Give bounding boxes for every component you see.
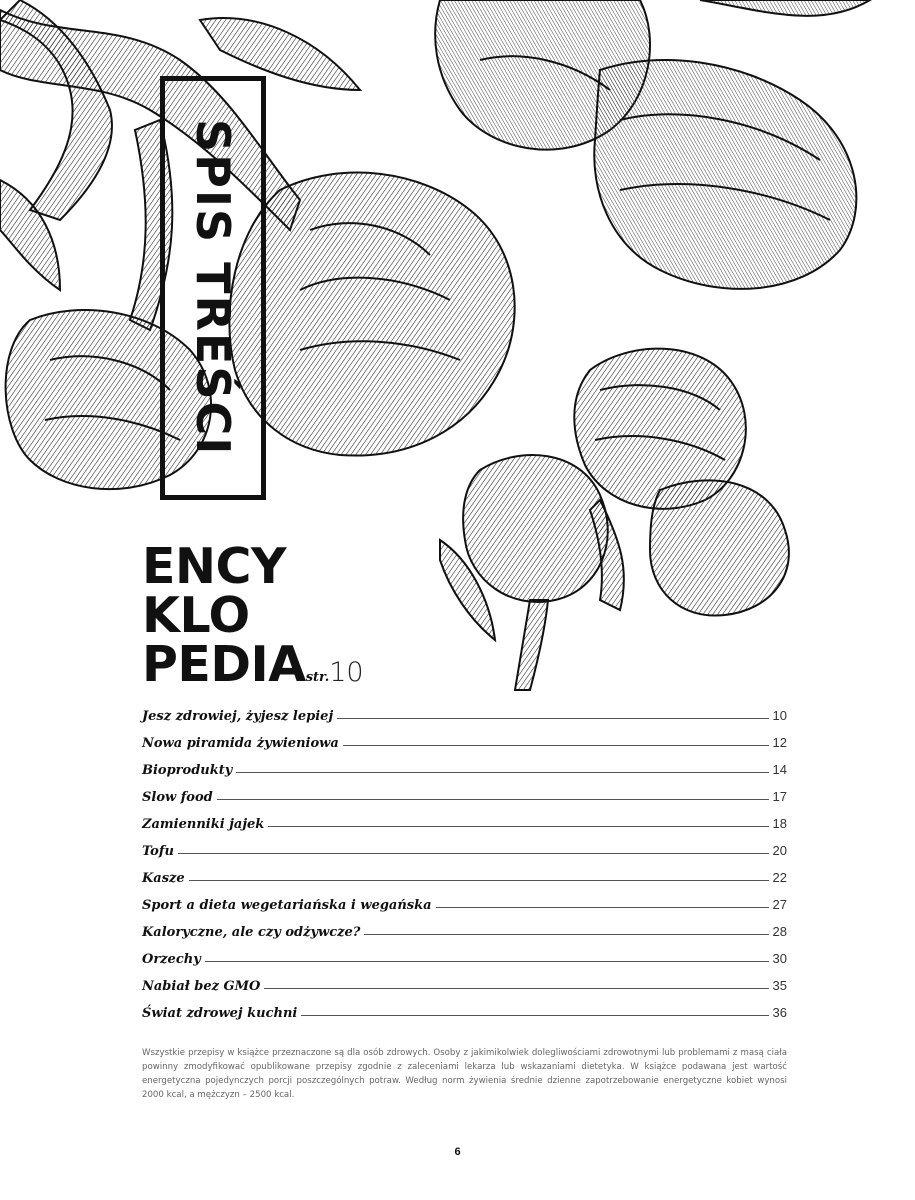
- toc-item-page: 18: [772, 816, 787, 831]
- toc-item[interactable]: [142, 735, 787, 762]
- toc-item-title: Nowa piramida żywieniowa: [142, 736, 339, 751]
- toc-leader-line: [178, 853, 769, 854]
- section-title: [142, 538, 364, 702]
- toc-leader-line: [337, 718, 768, 719]
- toc-item-title: Slow food: [142, 790, 213, 805]
- toc-item[interactable]: [142, 870, 787, 897]
- toc-leader-line: [264, 988, 768, 989]
- toc-item-page: 36: [772, 1005, 787, 1020]
- toc-item[interactable]: [142, 978, 787, 1005]
- artichoke-middle-right: [440, 349, 789, 690]
- section-title-line-2: KLO: [142, 587, 250, 644]
- vertical-title: SPIS TREŚCI: [186, 119, 240, 457]
- toc-item-title: Zamienniki jajek: [142, 817, 265, 832]
- toc-item-page: 10: [772, 708, 787, 723]
- toc-item-title: Tofu: [142, 844, 174, 859]
- toc-item-page: 22: [772, 870, 787, 885]
- section-page-prefix: str.: [305, 670, 330, 685]
- toc-item[interactable]: [142, 789, 787, 816]
- toc-item-page: 14: [772, 762, 787, 777]
- section-page-ref: [306, 640, 364, 702]
- toc-item[interactable]: [142, 816, 787, 843]
- section-title-line-3: [142, 636, 364, 702]
- toc-item[interactable]: [142, 924, 787, 951]
- toc-leader-line: [189, 880, 769, 881]
- toc-item[interactable]: [142, 897, 787, 924]
- toc-leader-line: [268, 826, 768, 827]
- toc-item-page: 12: [772, 735, 787, 750]
- toc-item-title: Kaloryczne, ale czy odżywcze?: [142, 925, 361, 940]
- toc-item-title: Bioprodukty: [142, 763, 233, 778]
- section-title-line-1: ENCY: [142, 538, 286, 595]
- toc-leader-line: [217, 799, 769, 800]
- toc-item-page: 28: [772, 924, 787, 939]
- toc-leader-line: [364, 934, 768, 935]
- toc-item-title: Świat zdrowej kuchni: [142, 1006, 298, 1021]
- toc-leader-line: [236, 772, 768, 773]
- disclaimer-note: Wszystkie przepisy w książce przeznaczone są dla osób zdrowych. Osoby z jakimikolwiek dolegliwościami zdrowotnymi lub problemami z masą ciała powinny zmodyfikować opublikowane przepisy zgodnie z zaleceniami lekarza lub wskazaniami dietetyka. W książce podawana jest wartość energetyczna pojedynczych porcji poszczególnych potraw. Według norm żywienia średnie dzienne zapotrzebowanie energetyczne kobiet wynosi 2000 kcal, a mężczyzn – 2500 kcal.: [142, 1048, 787, 1100]
- toc-item[interactable]: [142, 708, 787, 735]
- toc-item-title: Orzechy: [142, 952, 201, 967]
- toc-leader-line: [301, 1015, 768, 1016]
- toc-leader-line: [436, 907, 769, 908]
- toc-item[interactable]: [142, 762, 787, 789]
- toc-item[interactable]: [142, 951, 787, 978]
- toc-item-title: Nabiał bez GMO: [142, 979, 261, 994]
- toc-item-page: 20: [772, 843, 787, 858]
- toc-list: [142, 708, 787, 1032]
- section-page-number: 10: [329, 657, 364, 688]
- toc-item-page: 30: [772, 951, 787, 966]
- toc-item-page: 35: [772, 978, 787, 993]
- toc-leader-line: [343, 745, 769, 746]
- toc-item-title: Jesz zdrowiej, żyjesz lepiej: [142, 709, 334, 724]
- toc-item[interactable]: [142, 843, 787, 870]
- toc-item-title: Kasze: [142, 871, 185, 886]
- toc-item-title: Sport a dieta wegetariańska i wegańska: [142, 898, 432, 913]
- toc-item-page: 17: [772, 789, 787, 804]
- toc-leader-line: [205, 961, 769, 962]
- toc-item-page: 27: [772, 897, 787, 912]
- section-title-line-3-text: PEDIA: [142, 636, 306, 693]
- toc-item[interactable]: [142, 1005, 787, 1032]
- page-number: 6: [454, 1146, 461, 1158]
